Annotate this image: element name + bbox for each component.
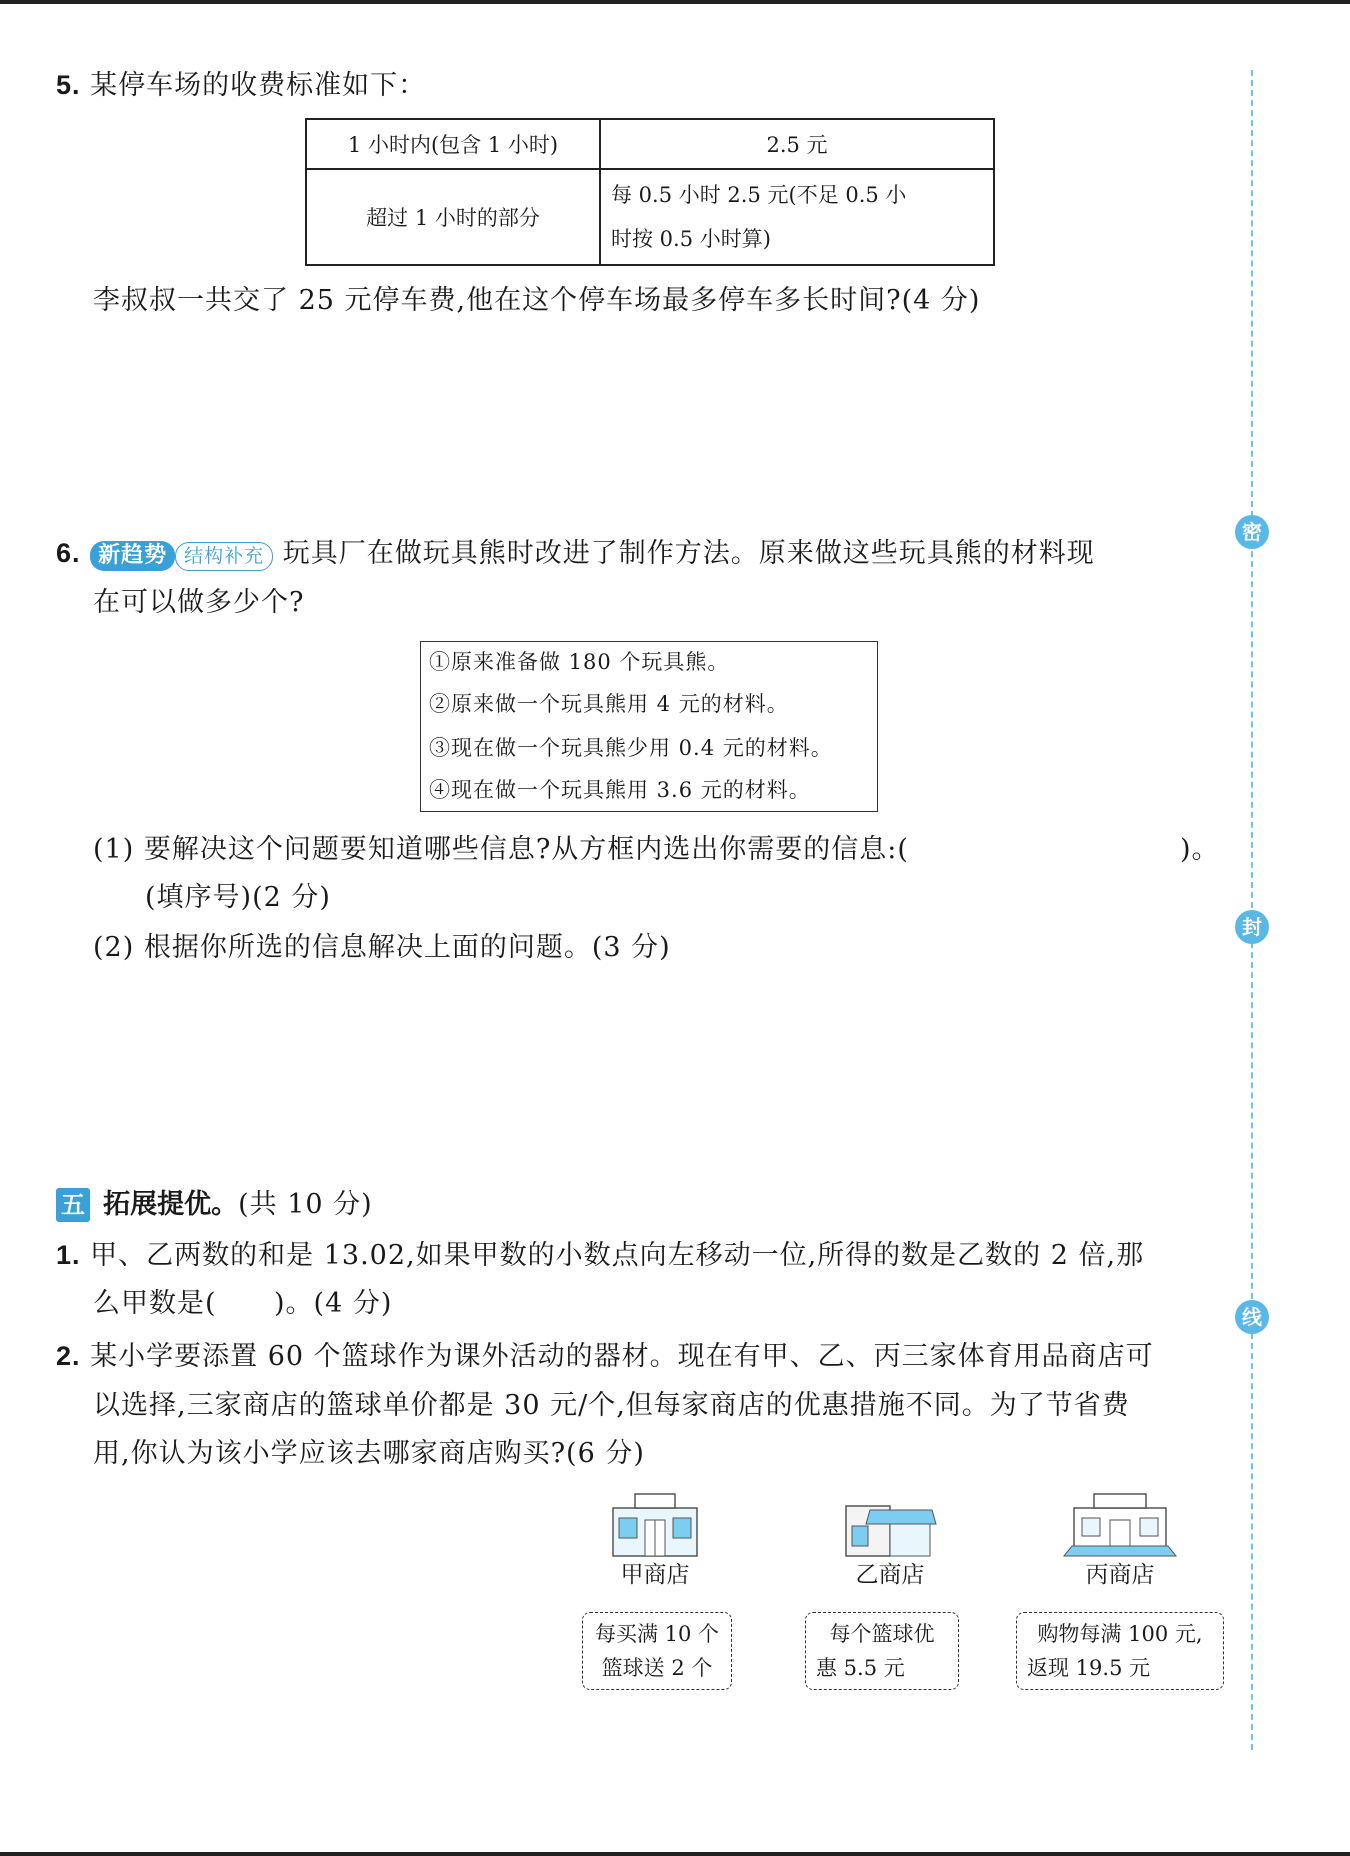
shop-name-bing: 丙商店 — [1085, 1562, 1155, 1588]
q6-sub1-line2: (填序号)(2 分) — [145, 882, 331, 913]
s5-q2-line1 — [56, 1335, 1154, 1378]
fee-value-line: 每 0.5 小时 2.5 元(不足 0.5 小 — [611, 183, 907, 207]
q6-number: 6. — [56, 538, 81, 568]
section5-title: 拓展提优。 — [103, 1189, 239, 1220]
promo-line: 每买满 10 个 — [594, 1622, 720, 1646]
s5-q1-line2: 么甲数是( )。(4 分) — [93, 1288, 393, 1319]
fee-value — [600, 169, 994, 265]
shop-yi-illustration — [840, 1496, 940, 1560]
fee-row — [306, 119, 994, 169]
promo-line: 每个篮球优 — [829, 1622, 935, 1646]
q5-intro — [56, 64, 426, 107]
q5-number: 5. — [56, 70, 81, 100]
fee-label: 超过 1 小时的部分 — [306, 169, 600, 265]
s5-q1-line1 — [56, 1234, 1144, 1277]
fee-row — [306, 169, 994, 265]
q6-sub2: (2) 根据你所选的信息解决上面的问题。(3 分) — [93, 932, 671, 963]
s5-q2-line2: 以选择,三家商店的篮球单价都是 30 元/个,但每家商店的优惠措施不同。为了节省费 — [93, 1390, 1130, 1421]
promo-bing — [1016, 1612, 1224, 1690]
fee-value-line: 时按 0.5 小时算) — [611, 227, 771, 251]
q6-text-line1: 玩具厂在做玩具熊时改进了制作方法。原来做这些玩具熊的材料现 — [282, 538, 1095, 569]
s5-q2-number: 2. — [56, 1341, 81, 1371]
q5-question: 李叔叔一共交了 25 元停车费,他在这个停车场最多停车多长时间?(4 分) — [93, 285, 981, 316]
promo-line: 购物每满 100 元, — [1037, 1622, 1203, 1646]
fee-table — [305, 118, 995, 266]
shop-bing-illustration — [1060, 1488, 1180, 1560]
promo-line: 篮球送 2 个 — [601, 1656, 713, 1680]
promo-yi — [805, 1612, 959, 1690]
promo-jia — [582, 1612, 732, 1690]
fee-value — [600, 119, 994, 169]
bottom-border — [0, 1852, 1350, 1856]
section5-heading — [56, 1182, 373, 1226]
margin-mark-mi: 密 — [1235, 515, 1269, 549]
q6-sub1-close: )。 — [1180, 834, 1220, 865]
trend-badge: 新趋势 — [90, 541, 175, 571]
info-item: ②原来做一个玩具熊用 4 元的材料。 — [429, 692, 789, 716]
fee-label: 1 小时内(包含 1 小时) — [306, 119, 600, 169]
q6-sub1-line1: (1) 要解决这个问题要知道哪些信息?从方框内选出你需要的信息:( — [93, 834, 909, 865]
shop-jia-illustration — [605, 1490, 705, 1560]
fee-value-line: 2.5 元 — [766, 133, 828, 157]
section5-mark: 五 — [56, 1188, 90, 1222]
s5-q2-line3: 用,你认为该小学应该去哪家商店购买?(6 分) — [93, 1438, 645, 1469]
q5-intro-text: 某停车场的收费标准如下： — [90, 70, 427, 101]
info-item: ①原来准备做 180 个玩具熊。 — [429, 650, 730, 674]
shop-name-yi: 乙商店 — [855, 1562, 925, 1588]
info-item: ④现在做一个玩具熊用 3.6 元的材料。 — [429, 778, 811, 802]
s5-q1-number: 1. — [56, 1240, 81, 1270]
info-box — [420, 641, 878, 812]
q6-line1 — [56, 532, 1095, 575]
margin-mark-feng: 封 — [1235, 910, 1269, 944]
promo-line: 返现 19.5 元 — [1027, 1656, 1151, 1680]
info-item: ③现在做一个玩具熊少用 0.4 元的材料。 — [429, 736, 833, 760]
structure-badge: 结构补充 — [175, 542, 273, 571]
q6-line2: 在可以做多少个? — [93, 587, 305, 618]
section5-score: (共 10 分) — [238, 1189, 373, 1220]
shop-name-jia: 甲商店 — [620, 1562, 690, 1588]
s5-q2-text-line1: 某小学要添置 60 个篮球作为课外活动的器材。现在有甲、乙、丙三家体育用品商店可 — [90, 1341, 1154, 1372]
top-border — [0, 0, 1350, 4]
promo-line: 惠 5.5 元 — [816, 1656, 905, 1680]
margin-mark-xian: 线 — [1235, 1300, 1269, 1334]
s5-q1-text-line1: 甲、乙两数的和是 13.02,如果甲数的小数点向左移动一位,所得的数是乙数的 2 倍,那 — [90, 1240, 1145, 1271]
